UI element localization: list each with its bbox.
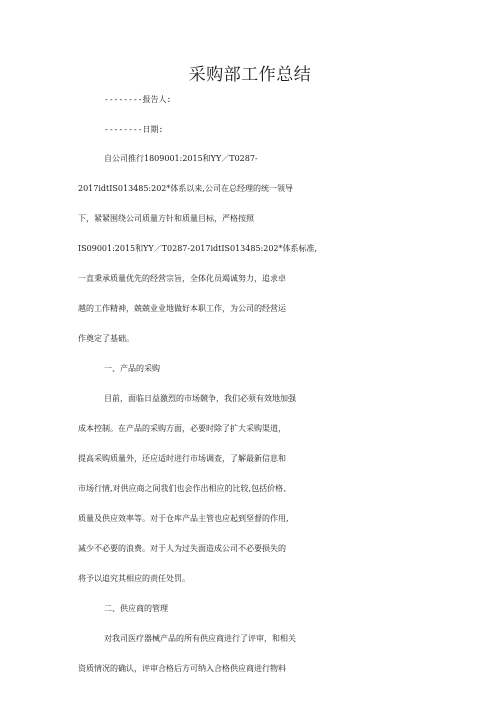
intro-line: 自公司推行1809001:2015和YY／T0287-: [104, 154, 258, 163]
page-title: 采购部工作总结: [188, 65, 312, 85]
section1-line: 提高采购质量外，还应适时进行市场调查，了解最新信息和: [78, 454, 286, 463]
section1-line: 将予以追究其相应的责任处罚。: [78, 574, 190, 583]
reporter-line: --------报告人:: [104, 95, 172, 104]
intro-line: 一直秉承质量优先的经营宗旨，全体化员竭诚努力，追求卓: [78, 274, 286, 283]
section2-line: 对我司医疗器械产品的所有供应商进行了评审，和相关: [104, 634, 296, 643]
section1-line: 成本控制。在产品的采购方面，必要时除了扩大采购渠道，: [78, 424, 286, 433]
intro-line: 越的工作精神，兢兢业业地做好本职工作，为公司的经营运: [78, 304, 286, 313]
intro-line: 2017idtIS013485:202*体系以来,公司在总经理的统一领导: [78, 184, 293, 193]
intro-line: 作奠定了基础。: [78, 334, 134, 343]
section1-line: 减少不必要的浪费。对于人为过失面造成公司不必要损失的: [78, 544, 286, 553]
section-heading-supplier: 二、供应商的管理: [104, 604, 168, 613]
section-heading-procurement: 一、产品的采购: [104, 364, 160, 373]
date-line: --------日期:: [104, 125, 164, 134]
section1-line: 市场行情,对供应商之间我们也会作出相应的比较,包括价格、: [78, 484, 292, 493]
intro-line: 下，紧紧围绕公司质量方针和质量目标，严格按照: [78, 214, 254, 223]
section1-line: 质量及供应效率等。对于仓库产品主管也应起到坚督的作用,: [78, 514, 289, 523]
section1-line: 目前，面临日益激烈的市场競争，我们必须有效地加强: [104, 394, 296, 403]
intro-line: IS09001:2015和YY／T0287-2017idtIS013485:202*体系标准,: [78, 244, 318, 253]
section2-line: 资质情况的确认，评审合格后方可纳入合格供应商进行物料: [78, 664, 286, 673]
